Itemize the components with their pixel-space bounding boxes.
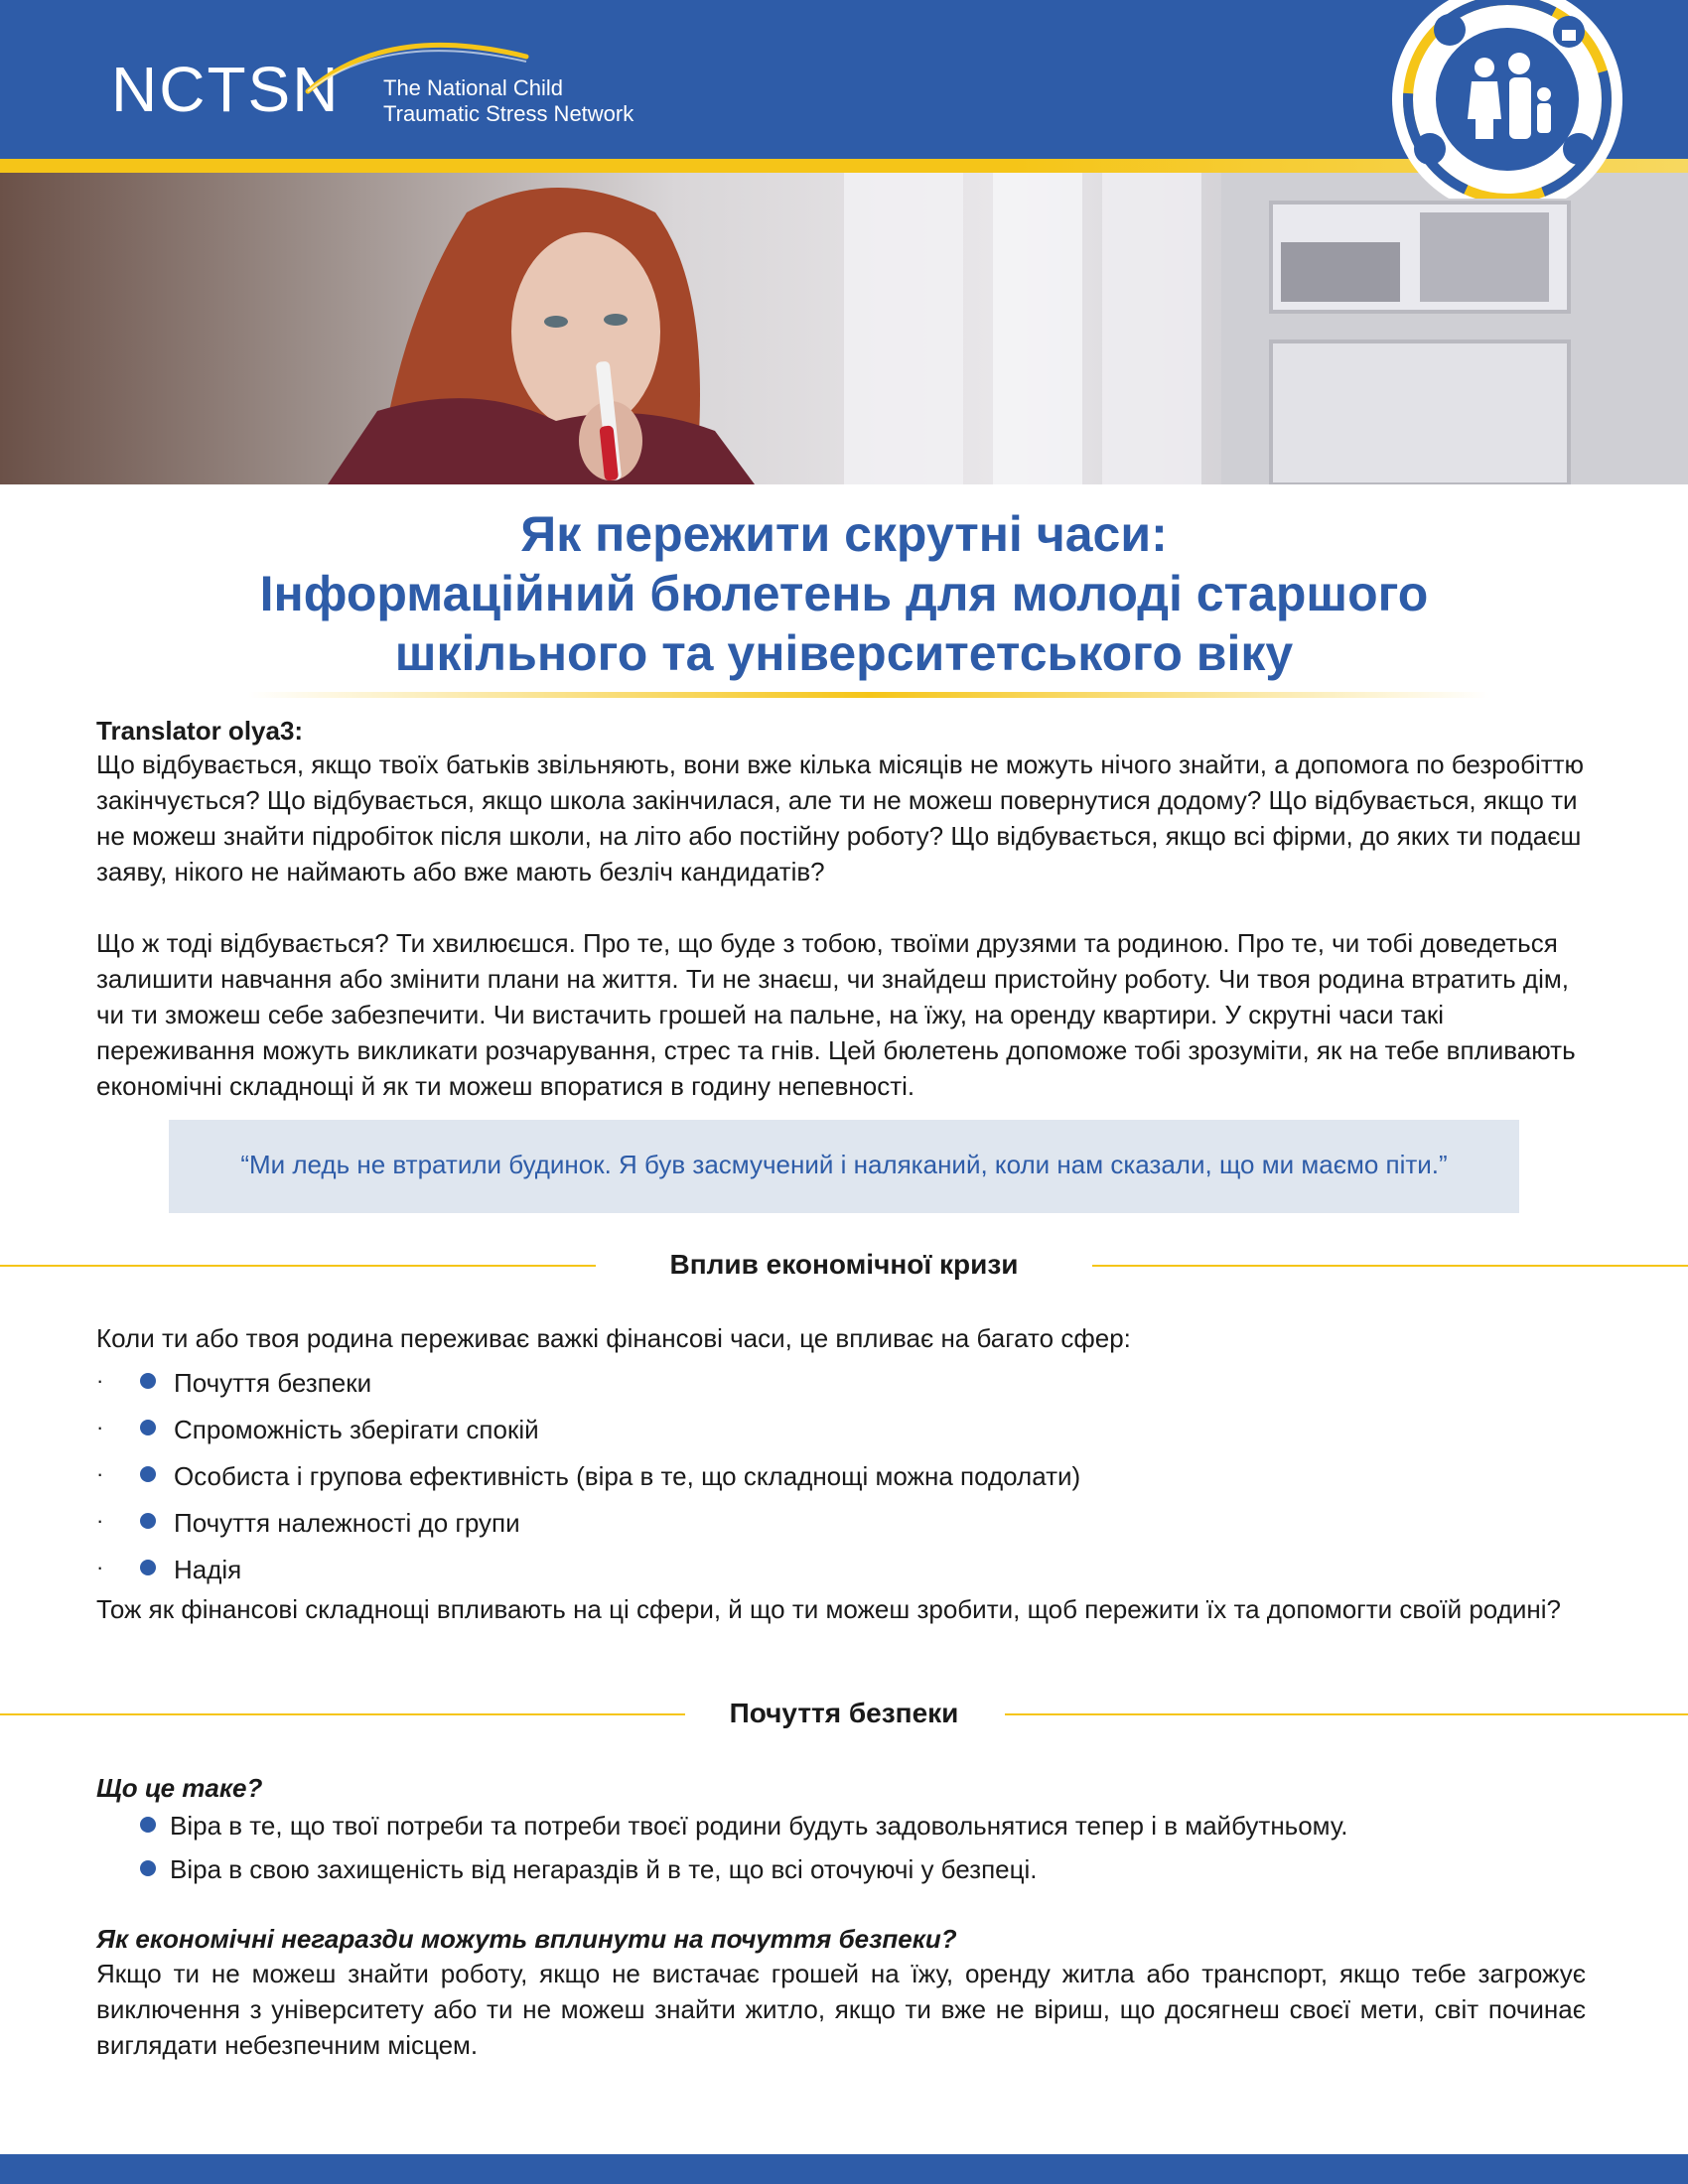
section1-after-list: Тож як фінансові складнощі впливають на ці сфери, й що ти можеш зробити, щоб пережити їх та допомогти своїй родині? [96,1594,1561,1624]
tick-mark: · [96,1461,104,1486]
page-title [99,504,1589,683]
intro-paragraph-1-text: Що відбувається, якщо твоїх батьків звільняють, вони вже кілька місяців не можуть нічого знайти, а допомога по безробіттю закінчується? Що відбувається, якщо школа закінчилася, але ти не можеш повернутися додому? Що відбувається, якщо ти не можеш знайти підробіток після школи, на літо або постійну роботу? Що відбувається, якщо всі фірми, до яких ти подаєш заяву, нікого не наймають або вже мають безліч кандидатів? [96,750,1585,887]
family-circle-icon [1390,0,1624,199]
footer-band [0,2154,1688,2184]
list-item-text: Особиста і групова ефективність (віра в те, що складнощі можна подолати) [174,1461,1081,1491]
list-item [96,1852,1586,1896]
list-item-text: Почуття належності до групи [174,1508,520,1538]
translator-credit: Translator olya3: [96,716,304,746]
bullet-dot-icon [140,1560,156,1575]
heading-rule-right [1005,1713,1688,1715]
bullet-dot-icon [140,1373,156,1389]
quote-box [169,1120,1519,1213]
safety-definition-list [96,1809,1586,1896]
list-item-text: Віра в те, що твої потреби та потреби твоєї родини будуть задовольнятися тепер і в майбутньому. [170,1811,1348,1841]
logo-subtitle-line1: The National Child [383,75,563,100]
title-line2: Інформаційний бюлетень для молоді старшого [259,566,1429,621]
list-item [96,1459,1586,1506]
tick-mark: · [96,1415,104,1439]
tick-mark: · [96,1555,104,1579]
section-heading-safety [0,1696,1688,1735]
bullet-dot-icon [140,1513,156,1529]
bullet-dot-icon [140,1817,156,1833]
heading-rule-right [1092,1265,1688,1267]
list-item [96,1506,1586,1553]
list-item [96,1809,1586,1852]
bullet-dot-icon [140,1466,156,1482]
title-line1: Як пережити скрутні часи: [520,506,1168,562]
intro-paragraph-2-text: Що ж тоді відбувається? Ти хвилюєшся. Про те, що буде з тобою, твоїми друзями та родиною. Про те, чи тобі доведеться залишити навчання або змінити плани на життя. Ти не знаєш, чи знайдеш пристойну роботу. Чи твоя родина втратить дім, чи ти зможеш себе забезпечити. Чи вистачить грошей на пальне, на їжу, на оренду квартири. У скрутні часи такі переживання можуть викликати розчарування, стрес та гнів. Цей бюлетень допоможе тобі зрозуміти, як на тебе впливають економічні складнощі й як ти можеш впоратися в годину непевності. [96,928,1576,1101]
list-item-text: Спроможність зберігати спокій [174,1415,539,1444]
title-line3: шкільного та університетського віку [394,625,1294,681]
list-item [96,1413,1586,1459]
list-item [96,1366,1586,1413]
subheading-economic-impact: Як економічні негаразди можуть вплинути на почуття безпеки? [96,1924,957,1954]
intro-paragraph-2 [96,925,1586,1104]
list-item-text: Почуття безпеки [174,1368,372,1398]
tick-mark: · [96,1368,104,1393]
logo-subtitle [383,75,633,127]
list-item-text: Надія [174,1555,242,1584]
bullet-dot-icon [140,1420,156,1435]
section1-intro: Коли ти або твоя родина переживає важкі фінансові часи, це впливає на багато сфер: [96,1323,1131,1353]
subheading-what-is-it: Що це таке? [96,1773,263,1803]
logo-wordmark: NCTSN [111,54,341,125]
title-underline [248,692,1489,698]
section-heading-text: Вплив економічної кризи [669,1249,1019,1280]
logo-subtitle-line2: Traumatic Stress Network [383,101,634,126]
intro-paragraph-1 [96,747,1586,889]
section-heading-text: Почуття безпеки [729,1698,959,1728]
tick-mark: · [96,1508,104,1533]
list-item-text: Віра в свою захищеність від негараздів й в те, що всі оточуючі у безпеці. [170,1854,1038,1884]
impact-list [96,1366,1586,1599]
bullet-dot-icon [140,1860,156,1876]
section-heading-economic-crisis [0,1247,1688,1287]
section2-paragraph: Якщо ти не можеш знайти роботу, якщо не вистачає грошей на їжу, оренду житла або транспорт, якщо тебе загрожує виключення з університету або ти не можеш знайти житло, якщо ти вже не віриш, що досягнеш своєї мети, світ починає виглядати небезпечним місцем. [96,1959,1586,2060]
quote-text: “Ми ледь не втратили будинок. Я був засмучений і наляканий, коли нам сказали, що ми маємо піти.” [240,1150,1448,1179]
hero-illustration [0,173,1688,484]
hero-photo [0,173,1688,484]
